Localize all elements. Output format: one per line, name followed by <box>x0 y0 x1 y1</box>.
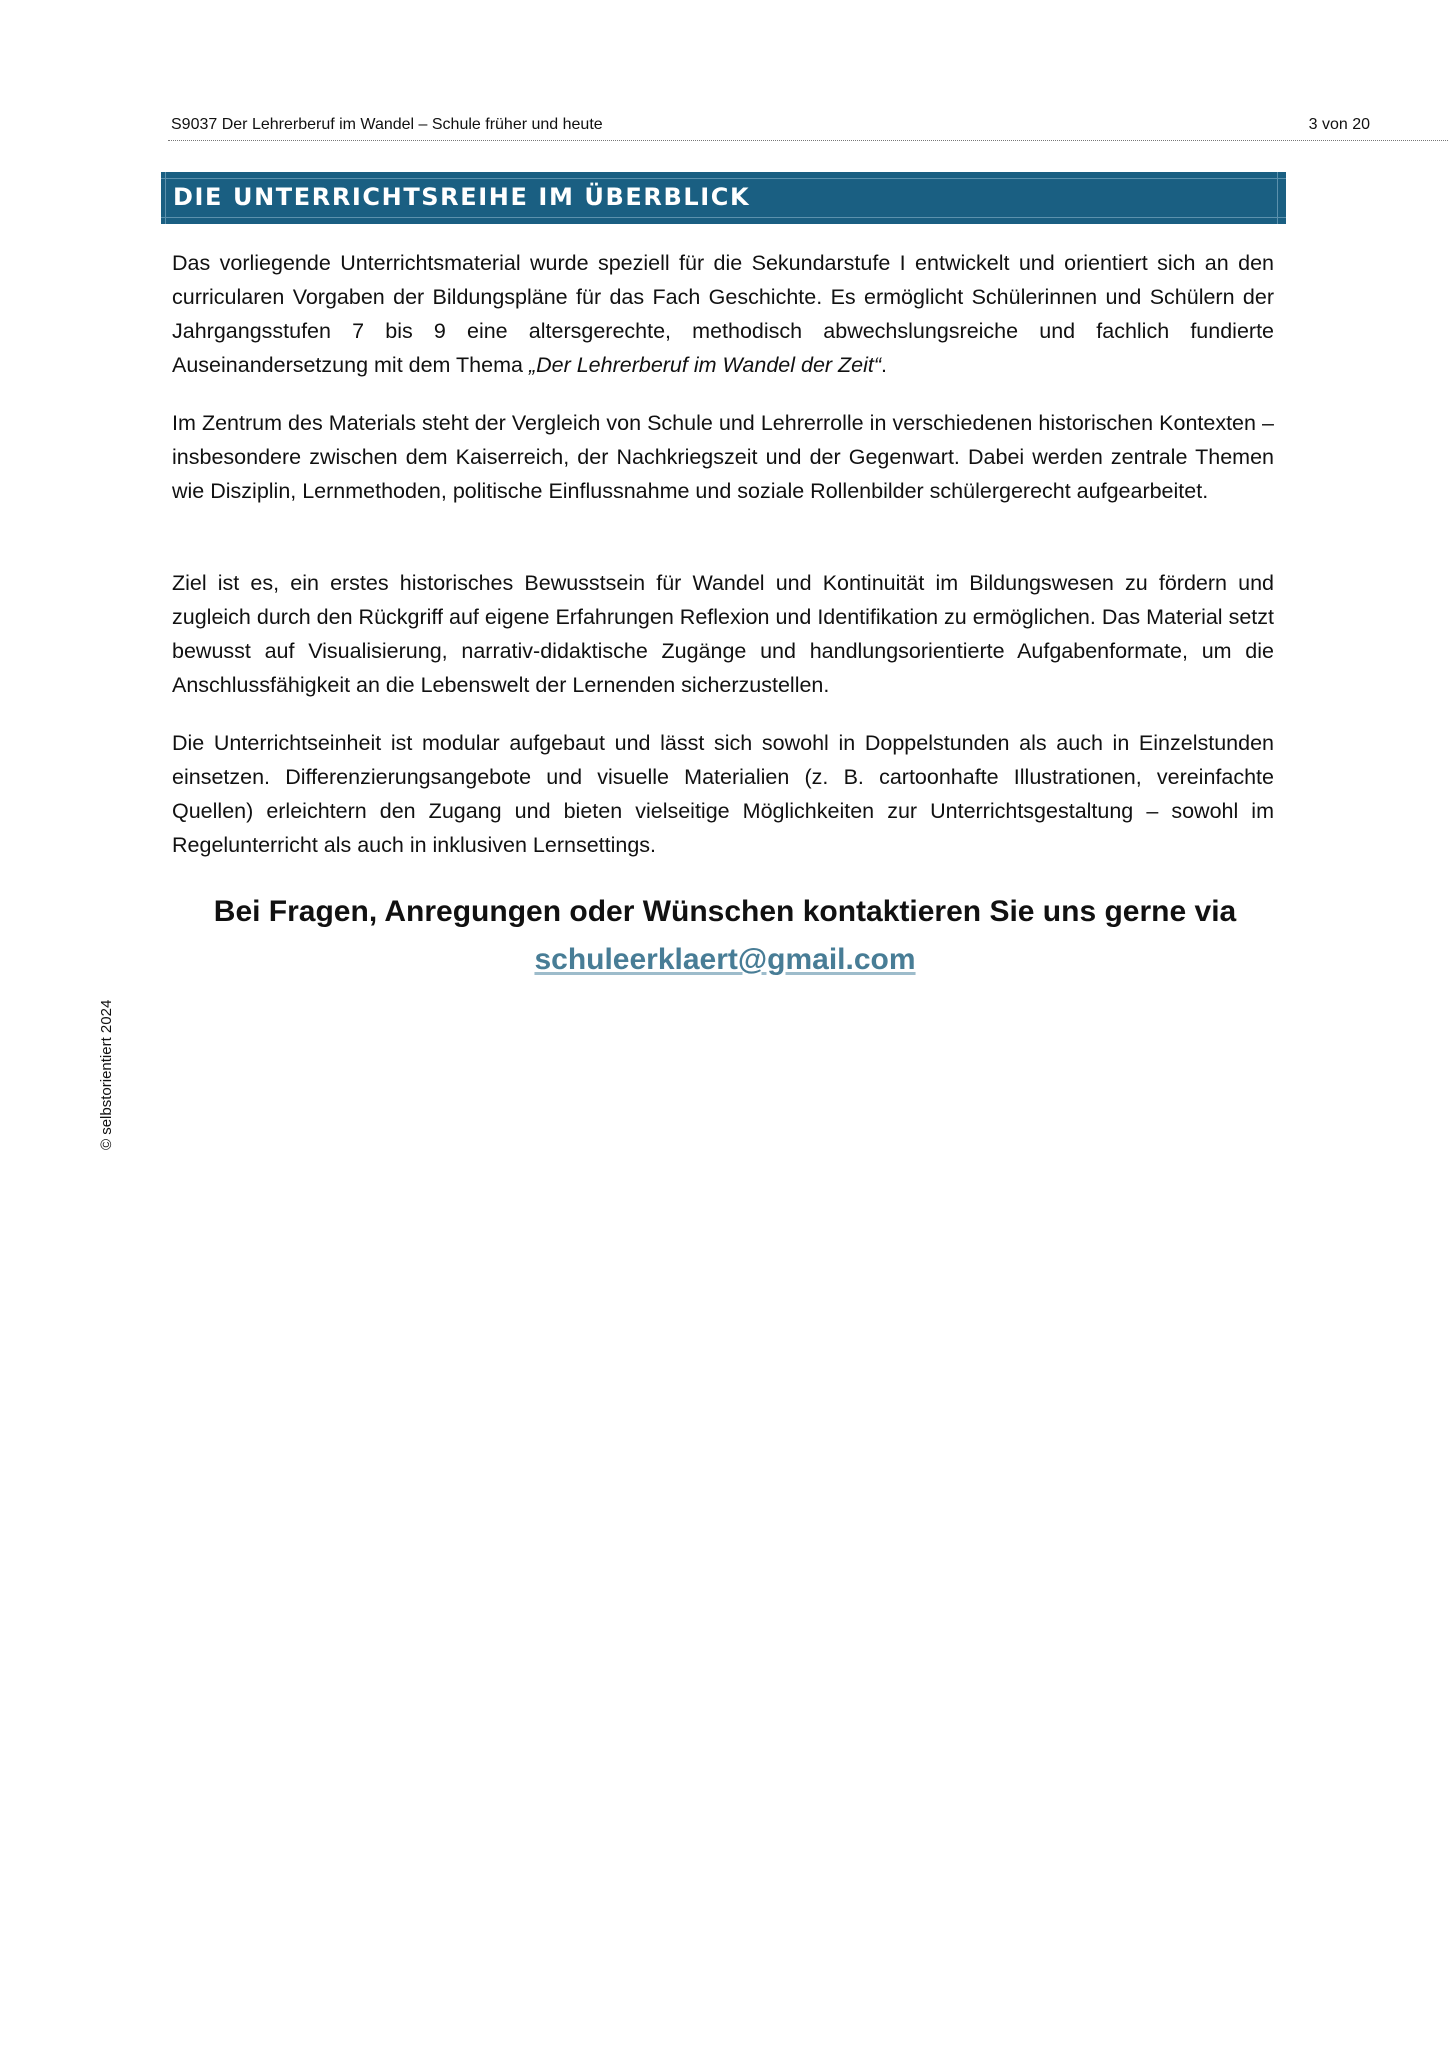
section-banner <box>161 172 1286 224</box>
paragraph-goals: Ziel ist es, ein erstes historisches Bewusstsein für Wandel und Kontinuität im Bildungswesen zu fördern und zugleich durch den Rückgriff auf eigene Erfahrungen Reflexion und Identifikation zu ermöglichen. Das Material setzt bewusst auf Visualisierung, narrativ-didaktische Zugänge und handlungsorientierte Aufgabenformate, um die Anschlussfähigkeit an die Lebenswelt der Lernenden sicherzustellen. <box>172 571 1274 697</box>
section-title: DIE UNTERRICHTSREIHE IM ÜBERBLICK <box>173 183 751 211</box>
page-indicator: 3 von 20 <box>1308 116 1370 133</box>
paragraph-intro-end: . <box>881 353 888 377</box>
contact-text: Bei Fragen, Anregungen oder Wünschen kontaktieren Sie uns gerne via <box>213 895 1237 928</box>
banner-border-line <box>165 172 166 224</box>
paragraph-structure: Die Unterrichtseinheit ist modular aufgebaut und lässt sich sowohl in Doppelstunden als auch in Einzelstunden einsetzen. Differenzierungsangebote und visuelle Materialien (z. B. cartoonhafte Illustrationen, vereinfachte Quellen) erleichtern den Zugang und bieten vielseitige Möglichkeiten zur Unterrichtsgestaltung – sowohl im Regelunterricht als auch in inklusiven Lernsettings. <box>172 731 1274 857</box>
paragraph-intro <box>172 246 1274 382</box>
page-header <box>168 114 1448 141</box>
copyright-notice: © selbstorientiert 2024 <box>98 999 115 1150</box>
contact-email-link[interactable]: schuleerklaert@gmail.com <box>534 943 916 976</box>
contact-section <box>160 888 1290 984</box>
topic-title: „Der Lehrerberuf im Wandel der Zeit“ <box>528 353 882 377</box>
paragraph-intro-text: Das vorliegende Unterrichtsmaterial wurde speziell für die Sekundarstufe I entwickelt und orientiert sich an den curricularen Vorgaben der Bildungspläne für das Fach Geschichte. Es ermöglicht Schülerinnen und Schülern der Jahrgangsstufen 7 bis 9 eine altersgerechte, methodisch abwechslungsreiche und fachlich fundierte Auseinandersetzung mit dem Thema <box>172 251 1274 377</box>
document-title: S9037 Der Lehrerberuf im Wandel – Schule früher und heute <box>171 116 603 133</box>
paragraph-focus: Im Zentrum des Materials steht der Vergleich von Schule und Lehrerrolle in verschiedenen historischen Kontexten – insbesondere zwischen dem Kaiserreich, der Nachkriegszeit und der Gegenwart. Dabei werden zentrale Themen wie Disziplin, Lernmethoden, politische Einflussnahme und soziale Rollenbilder schülergerecht aufgearbeitet. <box>172 411 1274 503</box>
